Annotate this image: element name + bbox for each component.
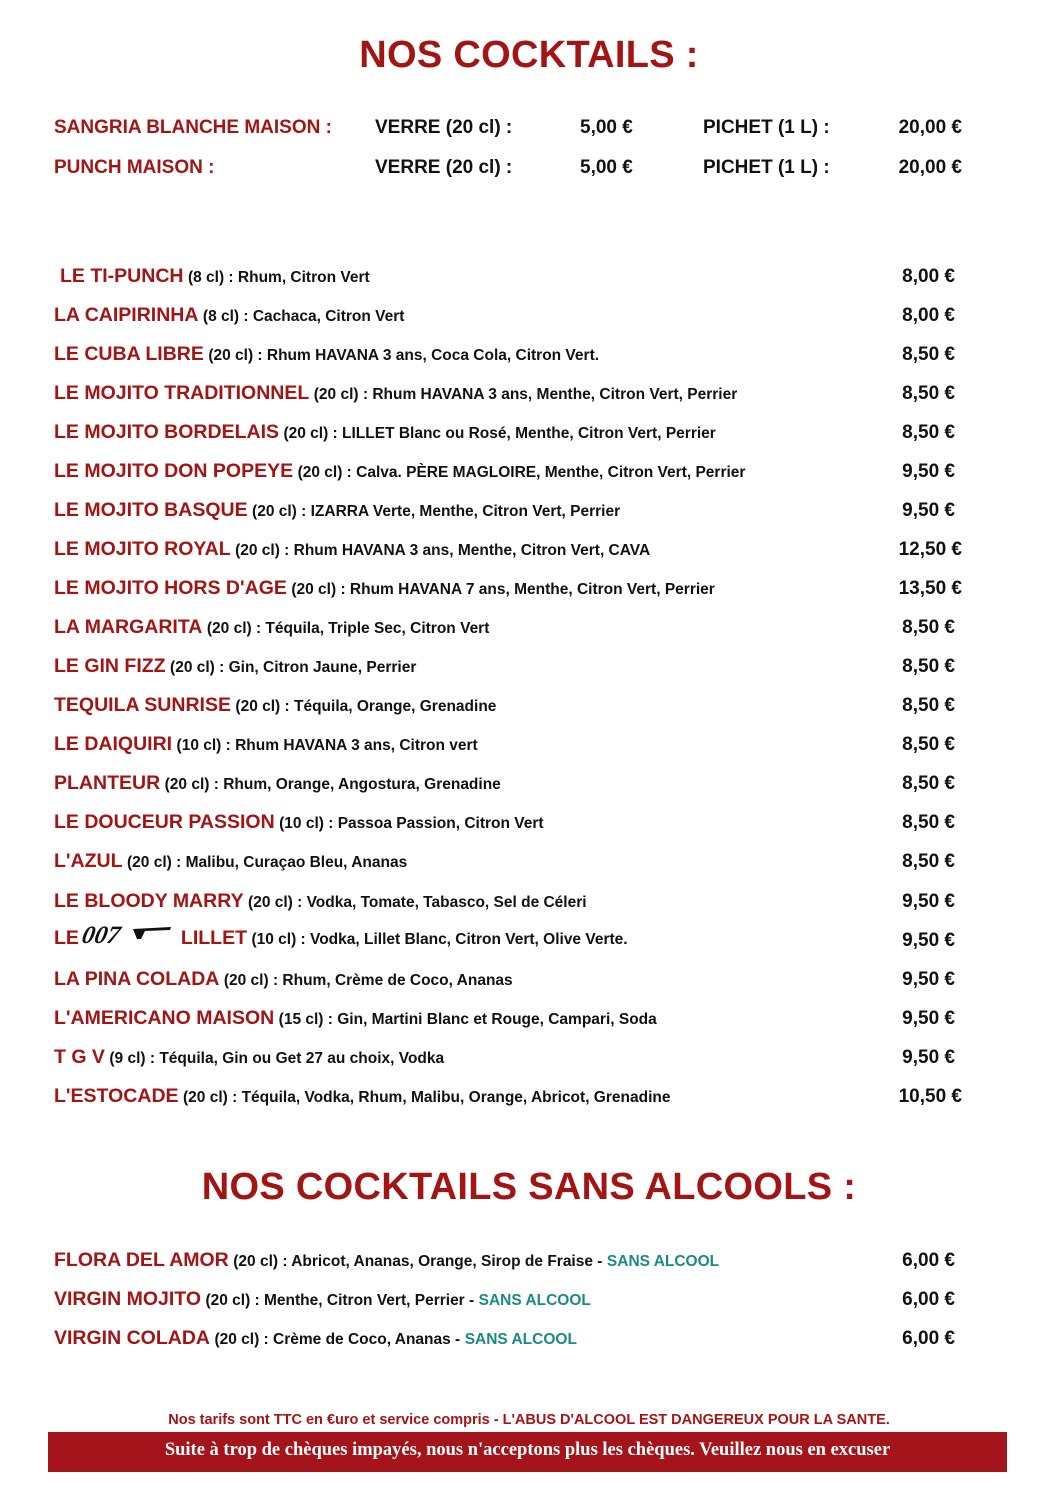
cocktail-price: 10,50 € — [898, 1086, 962, 1107]
menu-item — [54, 498, 962, 526]
mocktail-name: VIRGIN MOJITO — [54, 1288, 201, 1310]
cocktail-price: 8,50 € — [902, 695, 955, 716]
menu-item — [54, 381, 962, 409]
cocktail-desc: (20 cl) : LILLET Blanc ou Rosé, Menthe, Citron Vert, Perrier — [283, 425, 716, 442]
menu-item — [54, 810, 962, 838]
menu-item — [54, 303, 962, 331]
menu-item — [54, 1006, 962, 1034]
glass-price: 5,00 € — [580, 117, 633, 138]
cocktail-name: LE MOJITO HORS D'AGE — [54, 577, 287, 599]
cocktail-price: 8,00 € — [902, 305, 955, 326]
cocktail-name: LILLET — [180, 927, 247, 949]
mocktail-desc: (20 cl) : Abricot, Ananas, Orange, Sirop de Fraise - — [233, 1253, 603, 1270]
cocktail-price: 8,50 € — [902, 383, 955, 404]
mocktail-name: VIRGIN COLADA — [54, 1327, 210, 1349]
cocktail-desc: (20 cl) : Rhum HAVANA 3 ans, Menthe, Citron Vert, Perrier — [313, 386, 738, 403]
pitcher-label: PICHET (1 L) : — [703, 157, 830, 178]
cocktail-desc: (20 cl) : Téquila, Triple Sec, Citron Vert — [206, 620, 490, 637]
cocktail-name: TEQUILA SUNRISE — [54, 694, 231, 716]
menu-item — [54, 264, 962, 292]
glass-label: VERRE (20 cl) : — [375, 157, 513, 178]
cocktail-desc: (20 cl) : Gin, Citron Jaune, Perrier — [170, 659, 417, 676]
cocktail-price: 8,50 € — [902, 773, 955, 794]
007-logo-text: 007 — [79, 921, 123, 949]
cocktail-name: T G V — [54, 1046, 105, 1068]
cocktail-desc: (8 cl) : Cachaca, Citron Vert — [202, 308, 405, 325]
mocktail-price: 6,00 € — [902, 1289, 955, 1310]
price-and-health-notice: Nos tarifs sont TTC en €uro et service compris - L'ABUS D'ALCOOL EST DANGEREUX POUR LA SANTE. — [168, 1412, 890, 1428]
cocktail-price: 8,50 € — [902, 422, 955, 443]
pitcher-price: 20,00 € — [898, 117, 962, 138]
cocktail-name: LE MOJITO BASQUE — [54, 499, 248, 521]
menu-item — [54, 732, 962, 760]
menu-item — [54, 1287, 962, 1315]
pitcher-price: 20,00 € — [898, 157, 962, 178]
cocktail-desc: (20 cl) : Rhum, Crème de Coco, Ananas — [223, 972, 513, 989]
menu-item — [54, 967, 962, 995]
mocktail-price: 6,00 € — [902, 1250, 955, 1271]
cocktail-desc: (10 cl) : Rhum HAVANA 3 ans, Citron vert — [176, 737, 478, 754]
cocktail-desc: (20 cl) : Rhum HAVANA 7 ans, Menthe, Citron Vert, Perrier — [291, 581, 715, 598]
cocktail-desc: (20 cl) : IZARRA Verte, Menthe, Citron Vert, Perrier — [252, 503, 621, 520]
menu-item — [54, 420, 962, 448]
cocktail-name: L'AZUL — [54, 850, 123, 872]
menu-item — [54, 342, 962, 370]
menu-item — [54, 576, 962, 604]
cocktail-desc: (20 cl) : Vodka, Tomate, Tabasco, Sel de Céleri — [248, 894, 587, 911]
cocktail-desc: (20 cl) : Rhum HAVANA 3 ans, Coca Cola, Citron Vert. — [208, 347, 600, 364]
page-title: NOS COCKTAILS : — [359, 34, 699, 76]
007-logo-icon — [79, 921, 173, 952]
cocktail-price: 9,50 € — [902, 891, 955, 912]
cocktail-desc: (20 cl) : Téquila, Vodka, Rhum, Malibu, Orange, Abricot, Grenadine — [183, 1089, 671, 1106]
cocktail-name: LE CUBA LIBRE — [54, 343, 204, 365]
cocktail-name-prefix: LE — [54, 927, 79, 949]
cocktail-desc: (10 cl) : Vodka, Lillet Blanc, Citron Vert, Olive Verte. — [251, 931, 628, 948]
cocktail-desc: (8 cl) : Rhum, Citron Vert — [187, 269, 370, 286]
cocktail-price: 9,50 € — [902, 500, 955, 521]
cocktail-name: LE GIN FIZZ — [54, 655, 166, 677]
cocktail-name: L'ESTOCADE — [54, 1085, 179, 1107]
menu-item — [54, 459, 962, 487]
cocktail-name: LA CAIPIRINHA — [54, 304, 199, 326]
cocktail-name: LE DOUCEUR PASSION — [54, 811, 275, 833]
cocktail-desc: (15 cl) : Gin, Martini Blanc et Rouge, Campari, Soda — [278, 1011, 657, 1028]
cocktail-name: LE MOJITO TRADITIONNEL — [54, 382, 310, 404]
house-drink-name: SANGRIA BLANCHE MAISON : — [54, 117, 332, 138]
cocktail-price: 8,50 € — [902, 344, 955, 365]
menu-item — [54, 1248, 962, 1276]
menu-item — [54, 889, 962, 917]
menu-item — [54, 1326, 962, 1354]
cocktail-name: LA PINA COLADA — [54, 968, 220, 990]
cocktail-name: LE MOJITO DON POPEYE — [54, 460, 294, 482]
mocktail-price: 6,00 € — [902, 1328, 955, 1349]
cocktail-desc: (20 cl) : Rhum, Orange, Angostura, Grenadine — [164, 776, 501, 793]
cocktail-price: 12,50 € — [898, 539, 962, 560]
cocktail-name: L'AMERICANO MAISON — [54, 1007, 275, 1029]
cocktail-desc: (20 cl) : Calva. PÈRE MAGLOIRE, Menthe, Citron Vert, Perrier — [297, 464, 746, 481]
cocktail-desc: (20 cl) : Téquila, Orange, Grenadine — [235, 698, 497, 715]
house-drink-name: PUNCH MAISON : — [54, 157, 215, 178]
cocktail-desc: (10 cl) : Passoa Passion, Citron Vert — [279, 815, 544, 832]
glass-price: 5,00 € — [580, 157, 633, 178]
sans-alcool-tag: SANS ALCOOL — [606, 1253, 720, 1270]
section-title-sans-alcool: NOS COCKTAILS SANS ALCOOLS : — [201, 1166, 857, 1208]
menu-item — [54, 771, 962, 799]
menu-item — [54, 654, 962, 682]
mocktail-name: FLORA DEL AMOR — [54, 1249, 229, 1271]
cocktail-name: LE TI-PUNCH — [60, 265, 184, 287]
menu-item — [54, 1084, 962, 1112]
cocktail-name: LE MOJITO ROYAL — [54, 538, 231, 560]
mocktail-desc: (20 cl) : Menthe, Citron Vert, Perrier - — [205, 1292, 475, 1309]
cocktail-name: LA MARGARITA — [54, 616, 203, 638]
cocktail-price: 8,50 € — [902, 734, 955, 755]
menu-item — [54, 1045, 962, 1073]
cocktail-desc: (9 cl) : Téquila, Gin ou Get 27 au choix, Vodka — [109, 1050, 445, 1067]
cocktail-name: PLANTEUR — [54, 772, 161, 794]
menu-item — [54, 849, 962, 877]
cocktail-desc: (20 cl) : Malibu, Curaçao Bleu, Ananas — [127, 854, 408, 871]
sans-alcool-tag: SANS ALCOOL — [464, 1331, 577, 1348]
cheque-notice-banner — [48, 1432, 1007, 1472]
cocktail-price: 9,50 € — [902, 461, 955, 482]
house-drink-row — [0, 117, 1058, 145]
cocktail-name: LE MOJITO BORDELAIS — [54, 421, 279, 443]
cocktail-price: 8,50 € — [902, 617, 955, 638]
glass-label: VERRE (20 cl) : — [375, 117, 513, 138]
cocktail-price: 8,50 € — [902, 656, 955, 677]
cocktail-price: 9,50 € — [902, 969, 955, 990]
cocktail-price: 9,50 € — [902, 930, 955, 951]
menu-item — [54, 921, 962, 956]
cocktail-price: 8,50 € — [902, 812, 955, 833]
cocktail-name: LE BLOODY MARRY — [54, 890, 244, 912]
cocktail-price: 8,00 € — [902, 266, 955, 287]
cocktail-desc: (20 cl) : Rhum HAVANA 3 ans, Menthe, Citron Vert, CAVA — [235, 542, 651, 559]
menu-item — [54, 693, 962, 721]
sans-alcool-tag: SANS ALCOOL — [478, 1292, 591, 1309]
cocktail-price: 9,50 € — [902, 1047, 955, 1068]
house-drink-row — [0, 157, 1058, 185]
menu-item — [54, 537, 962, 565]
menu-item — [54, 615, 962, 643]
cocktail-price: 13,50 € — [898, 578, 962, 599]
cocktail-price: 8,50 € — [902, 851, 955, 872]
pitcher-label: PICHET (1 L) : — [703, 117, 830, 138]
cocktail-price: 9,50 € — [902, 1008, 955, 1029]
mocktail-desc: (20 cl) : Crème de Coco, Ananas - — [214, 1331, 461, 1348]
cocktail-name: LE DAIQUIRI — [54, 733, 173, 755]
cheque-notice-text: Suite à trop de chèques impayés, nous n'acceptons plus les chèques. Veuillez nous en excuser — [164, 1440, 891, 1460]
